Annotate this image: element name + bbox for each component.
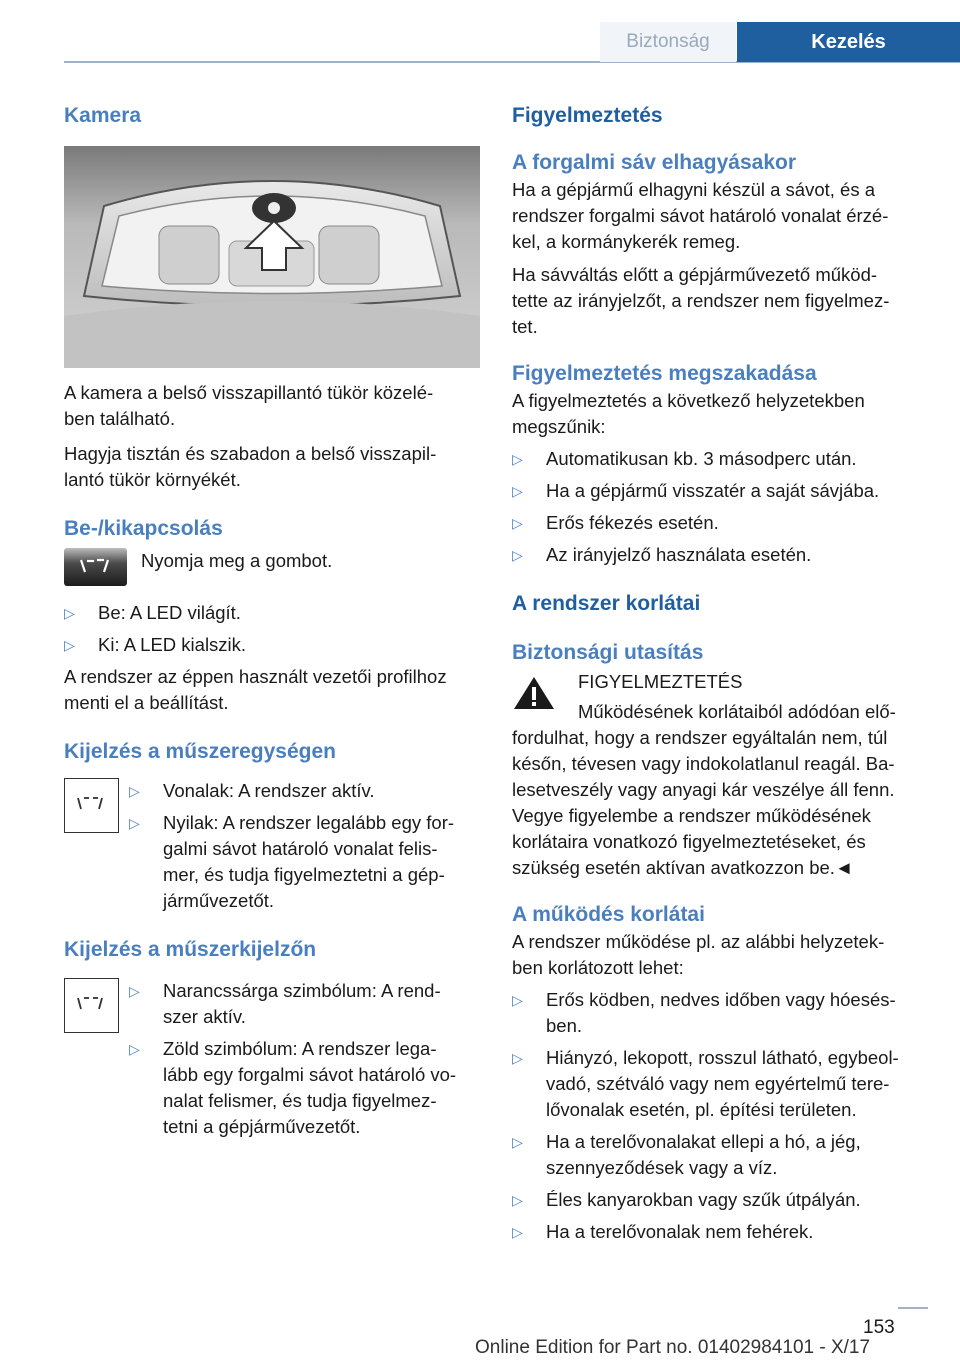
list-item: ▷ Ha a terelővonalak nem fehérek. [512,1219,928,1245]
bullet-icon: ▷ [129,783,140,799]
camera-paragraph-1: A kamera a belső visszapillantó tükör közelé- ben található. [64,382,434,429]
list-item: ▷ Nyilak: A rendszer legalább egy for- galmi sávot határoló vonalat felis- mer, és tudja figyelmeztetni a gép- járművezetőt. [129,812,455,911]
list-item: ▷ Be: A LED világít. [64,600,480,626]
lane-assist-button-icon [64,548,127,586]
right-column [512,100,928,1245]
warning-heading: Figyelmeztetés [512,104,663,127]
caution-header [578,669,896,725]
footer-edition: Online Edition for Part no. 01402984101 - X/17 [475,1337,871,1358]
list-item: ▷ Erős fékezés esetén. [512,510,928,536]
caution-title: FIGYELMEZTETÉS [578,671,743,692]
caution-text: fordulhat, hogy a rendszer egyáltalán nem, túl későn, tévesen vagy indokolatlanul reagál. Ba- lesetveszély vagy anyagi kár veszélye áll fenn. Vegye figyelembe a rendszer működésének korlátaira vonatkozó figyelmeztetéseket, és szükség esetén aktívan avatkozzon be.◄ [512,727,895,878]
limits-heading: A rendszer korlátai [512,592,701,615]
bullet-icon: ▷ [512,483,523,499]
page-number: 153 [863,1317,895,1338]
safety-heading: Biztonsági utasítás [512,641,704,664]
camera-paragraph-2: Hagyja tisztán és szabadon a belső visszapil- lantó tükör környékét. [64,443,437,490]
func-paragraph: A rendszer működése pl. az alábbi helyzetek- ben korlátozott lehet: [512,931,885,978]
lane-lines-icon [64,778,119,833]
func-heading: A működés korlátai [512,903,705,926]
lane-heading: A forgalmi sáv elhagyásakor [512,151,797,174]
bullet-icon: ▷ [129,815,140,831]
bullet-icon: ▷ [512,1224,523,1240]
bullet-icon: ▷ [512,515,523,531]
cluster-list [129,778,480,914]
bullet-icon: ▷ [64,637,75,653]
cluster-heading: Kijelzés a műszeregységen [64,740,336,763]
display-row [64,978,480,1140]
tab-biztonsag[interactable]: Biztonság [600,22,736,62]
display-list [129,978,480,1140]
onoff-list [64,600,480,658]
bullet-icon: ▷ [512,547,523,563]
list-item: ▷ Ki: A LED kialszik. [64,632,480,658]
onoff-paragraph: A rendszer az éppen használt vezetői profilhoz menti el a beállítást. [64,666,447,713]
bullet-icon: ▷ [512,992,523,1008]
caution-row [512,669,928,725]
interrupt-heading: Figyelmeztetés megszakadása [512,362,817,385]
list-item: ▷ Az irányjelző használata esetén. [512,542,928,568]
func-list [512,987,928,1245]
list-item: ▷ Hiányzó, lekopott, rosszul látható, egybeol- vadó, szétváló vagy nem egyértelmű tere- lővonalak esetén, pl. építési területen. [512,1047,899,1120]
interrupt-list [512,446,928,568]
rear-window-illustration [64,146,480,368]
list-item: ▷ Zöld szimbólum: A rendszer lega- lább egy forgalmi sávot határoló vo- nalat felismer, és tudja figyelmez- tetni a gépjárművezetőt. [129,1038,457,1137]
bullet-icon: ▷ [512,1134,523,1150]
left-column [64,100,480,1140]
lane-lines-icon [64,978,119,1033]
cluster-row [64,778,480,914]
interrupt-paragraph: A figyelmeztetés a következő helyzetekben megszűnik: [512,390,865,437]
page-number-rule [898,1307,928,1309]
bullet-icon: ▷ [512,451,523,467]
display-heading: Kijelzés a műszerkijelzőn [64,938,317,961]
tab-kezeles[interactable]: Kezelés [737,22,960,62]
bullet-icon: ▷ [512,1192,523,1208]
onoff-row [64,548,480,586]
camera-heading: Kamera [64,104,142,127]
warning-triangle-icon [512,675,556,711]
onoff-instruction: Nyomja meg a gombot. [141,550,333,571]
bullet-icon: ▷ [129,1041,140,1057]
lane-paragraph-2: Ha sávváltás előtt a gépjárművezető működ- tette az irányjelzőt, a rendszer nem figyelmez- tet. [512,264,890,337]
lane-paragraph-1: Ha a gépjármű elhagyni készül a sávot, és a rendszer forgalmi sávot határoló vonalat érzé- kel, a kormánykerék remeg. [512,179,889,252]
bullet-icon: ▷ [512,1050,523,1066]
list-item: ▷ Ha a gépjármű visszatér a saját sávjába. [512,478,928,504]
camera-photo [64,146,480,368]
bullet-icon: ▷ [64,605,75,621]
onoff-heading: Be-/kikapcsolás [64,517,223,540]
caution-first-line: Működésének korlátaiból adódóan elő- [578,701,896,722]
bullet-icon: ▷ [129,983,140,999]
list-item: ▷ Narancssárga szimbólum: A rend- szer aktív. [129,980,441,1027]
list-item: ▷ Vonalak: A rendszer aktív. [129,778,480,804]
list-item: ▷ Éles kanyarokban vagy szűk útpályán. [512,1187,928,1213]
list-item: ▷ Automatikusan kb. 3 másodperc után. [512,446,928,472]
list-item: ▷ Ha a terelővonalakat ellepi a hó, a jég, szennyeződések vagy a víz. [512,1131,861,1178]
list-item: ▷ Erős ködben, nedves időben vagy hóesés- ben. [512,989,896,1036]
